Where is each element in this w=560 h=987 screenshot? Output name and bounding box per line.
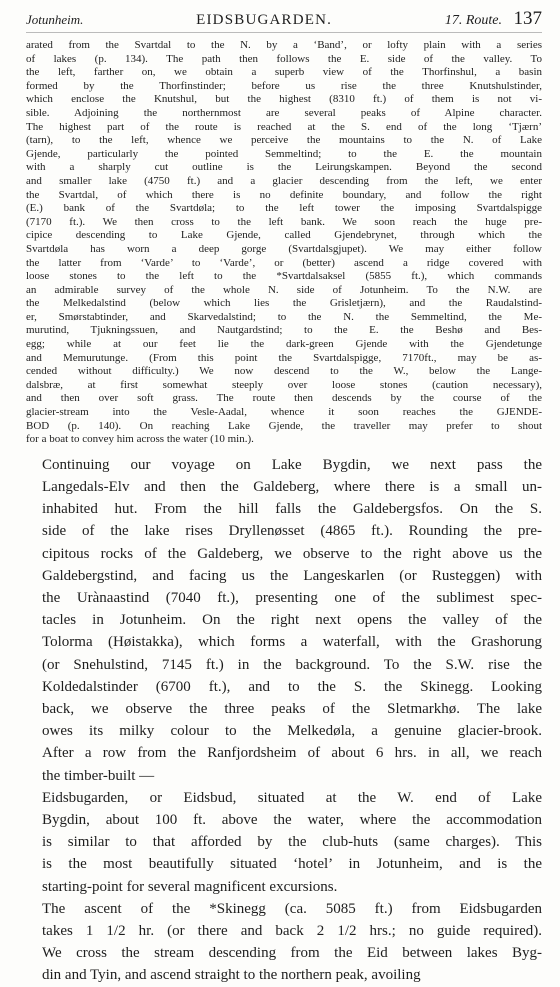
small-print-line: The highest part of the route is reached at the S. end of the long ‘Tjærn’ [26, 120, 542, 133]
body-line: the Urànaastind (7040 ft.), presenting one of the sublimest spec- [42, 590, 542, 607]
small-print-line: er, Smørstabtinder, and Skarvedalstind; to the N. the Semmeltind, the Me- [26, 310, 542, 323]
body-line: Bygdin, about 100 ft. above the water, where the accommodation [42, 812, 542, 829]
small-print-line: the left, farther on, we obtain a superb view of the Thorfinshul, a basin [26, 66, 542, 79]
body-paragraph-eidsbugarden [26, 787, 542, 898]
header-route-and-page [445, 8, 542, 30]
header-route: 17. Route. [444, 13, 502, 28]
small-print-line: (tarn), to the left, whence we perceive the mountains to the N. of Lake [26, 134, 542, 147]
small-print-paragraph [26, 39, 542, 447]
body-line: back, we observe the three peaks of the Sletmarkhø. The lake [42, 701, 542, 718]
body-line: The ascent of the *Skinegg (ca. 5085 ft.) from Eidsbugarden [42, 900, 542, 917]
small-print-line: sible. Adjoining the northernmost are several peaks of Alpine character. [26, 106, 542, 119]
small-print-line: for a boat to convey him across the water (10 min.). [26, 433, 254, 446]
body-paragraph-lake-bygdin [26, 454, 542, 787]
small-print-line: cipice descending to Lake Gjende, called Gjendebrynet, through which the [26, 229, 542, 242]
small-print-line: the latter from ‘Varde’ to ‘Varde’, or (better) ascend a ridge covered with [26, 256, 542, 269]
small-print-line: and then over soft grass. The route then descends by the course of the [26, 392, 542, 405]
small-print-line: glacier-stream into the Vesle-Aadal, whence it soon reaches the GJENDE- [26, 406, 542, 419]
small-print-line: the Svartdal, of which there is no definite boundary, and follow the right [26, 188, 542, 201]
small-print-line: Gjende, particularly the pointed Semmeltind; to the E. the mountain [26, 147, 542, 160]
body-line: the timber-built — [42, 767, 155, 784]
small-print-line: and Memurutunge. (From this point the Svartdalspigge, 7170ft., may be as- [26, 351, 542, 364]
body-line: cipitous rocks of the Galdeberg, we observe to the right above us the [42, 545, 542, 562]
body-line: owes its milky colour to the Melkedøla, a genuine glacier-brook. [42, 723, 542, 740]
small-print-line: (7170 ft.). We then cross to the left bank. We soon reach the huge pre- [26, 215, 542, 228]
small-print-line: the Melkedalstind (below which lies the Grisletjærn), and the Raudalstind- [26, 297, 542, 310]
body-line: is the most beautifully situated ‘hotel’ in Jotunheim, and is the [42, 856, 542, 873]
body-line: is similar to that afforded by the club-huts (same charges). This [42, 834, 542, 851]
body-line: Galdebergstind, and facing us the Langeskarlen (or Rusteggen) with [42, 567, 542, 584]
body-line: side of the lake rises Dryllenøsset (4865 ft.). Rounding the pre- [42, 523, 542, 540]
small-print-line: arated from the Svartdal to the N. by a ‘Band’, or lofty plain with a series [26, 39, 542, 51]
small-print-line: (E.) bank of the Svartdøla; to the left tower the imposing Svartdalspigge [26, 202, 542, 215]
body-line: Eidsbugarden, or Eidsbud, situated at the W. end of Lake [42, 789, 542, 806]
small-print-line: dalsbræ, at first somewhat steeply over loose stones (caution necessary), [26, 378, 542, 391]
body-line: Langedals-Elv and then the Galdeberg, where there is a small un- [42, 479, 542, 496]
body-line: takes 1 1/2 hr. (or there and back 2 1/2 hrs.; no guide required). [42, 923, 542, 940]
body-line: din and Tyin, and ascend straight to the northern peak, avoiling [42, 967, 421, 984]
body-line: starting-point for several magnificent excursions. [42, 878, 338, 895]
body-line: (or Snehulstind, 7145 ft.) in the background. To the S.W. rise the [42, 656, 542, 673]
small-print-line: murutind, Tjukningssuen, and Nautgardstind; to the E. the Beshø and Bes- [26, 324, 542, 337]
body-line: Continuing our voyage on Lake Bygdin, we next pass the [42, 456, 542, 473]
small-print-line: and smaller lake (4750 ft.) and a glacier descending from the left, we enter [26, 174, 542, 187]
small-print-line: which enclose the Knutshul, but the highest (8310 ft.) of them is not vi- [26, 93, 542, 106]
body-paragraph-skinegg-ascent [26, 898, 542, 987]
body-line: Koldedalstinder (6700 ft.), and to the S. the Skinegg. Looking [42, 678, 542, 695]
small-print-line: cended without difficulty.) We now descend to the W., below the Lange- [26, 365, 542, 378]
body-line: tacles in Jotunheim. On the right next opens the valley of the [42, 612, 542, 629]
small-print-line: loose stones to the left to the *Svartdalsaksel (5855 ft.), which commands [26, 270, 542, 283]
header-chapter-title: EIDSBUGARDEN. [196, 12, 333, 28]
running-header [26, 8, 542, 33]
body-line: Tolorma (Høistakka), which forms a waterfall, with the Grashorung [42, 634, 542, 651]
header-section-title: Jotunheim. [26, 12, 84, 27]
small-print-line: BOD (p. 140). On reaching Lake Gjende, the traveller may prefer to shout [26, 419, 542, 432]
small-print-line: Svartdøla has worn a deep gorge (Svartdalsgjupet). We may either follow [26, 242, 542, 255]
small-print-line: formed by the Thorfinstinder; before us rise the three Knutshulstinder, [26, 79, 542, 92]
small-print-line: egg; while at our feet lie the dark-green Gjende with the Gjendetunge [26, 338, 542, 351]
small-print-line: of lakes (p. 134). The path then follows the E. side of the valley. To [26, 52, 542, 65]
small-print-line: an admirable survey of the whole N. side of Jotunheim. To the N.W. are [26, 283, 542, 296]
page-number: 137 [513, 8, 542, 29]
body-line: We cross the stream descending from the Eid between lakes Byg- [42, 945, 542, 962]
body-line: After a row from the Ranfjordsheim of about 6 hrs. in all, we reach [42, 745, 542, 762]
body-line: inhabited hut. From the hill falls the Galdebergsfos. On the S. [42, 501, 542, 518]
small-print-line: with a sharply cut outline is the Leirungskampen. Beyond the second [26, 161, 542, 174]
